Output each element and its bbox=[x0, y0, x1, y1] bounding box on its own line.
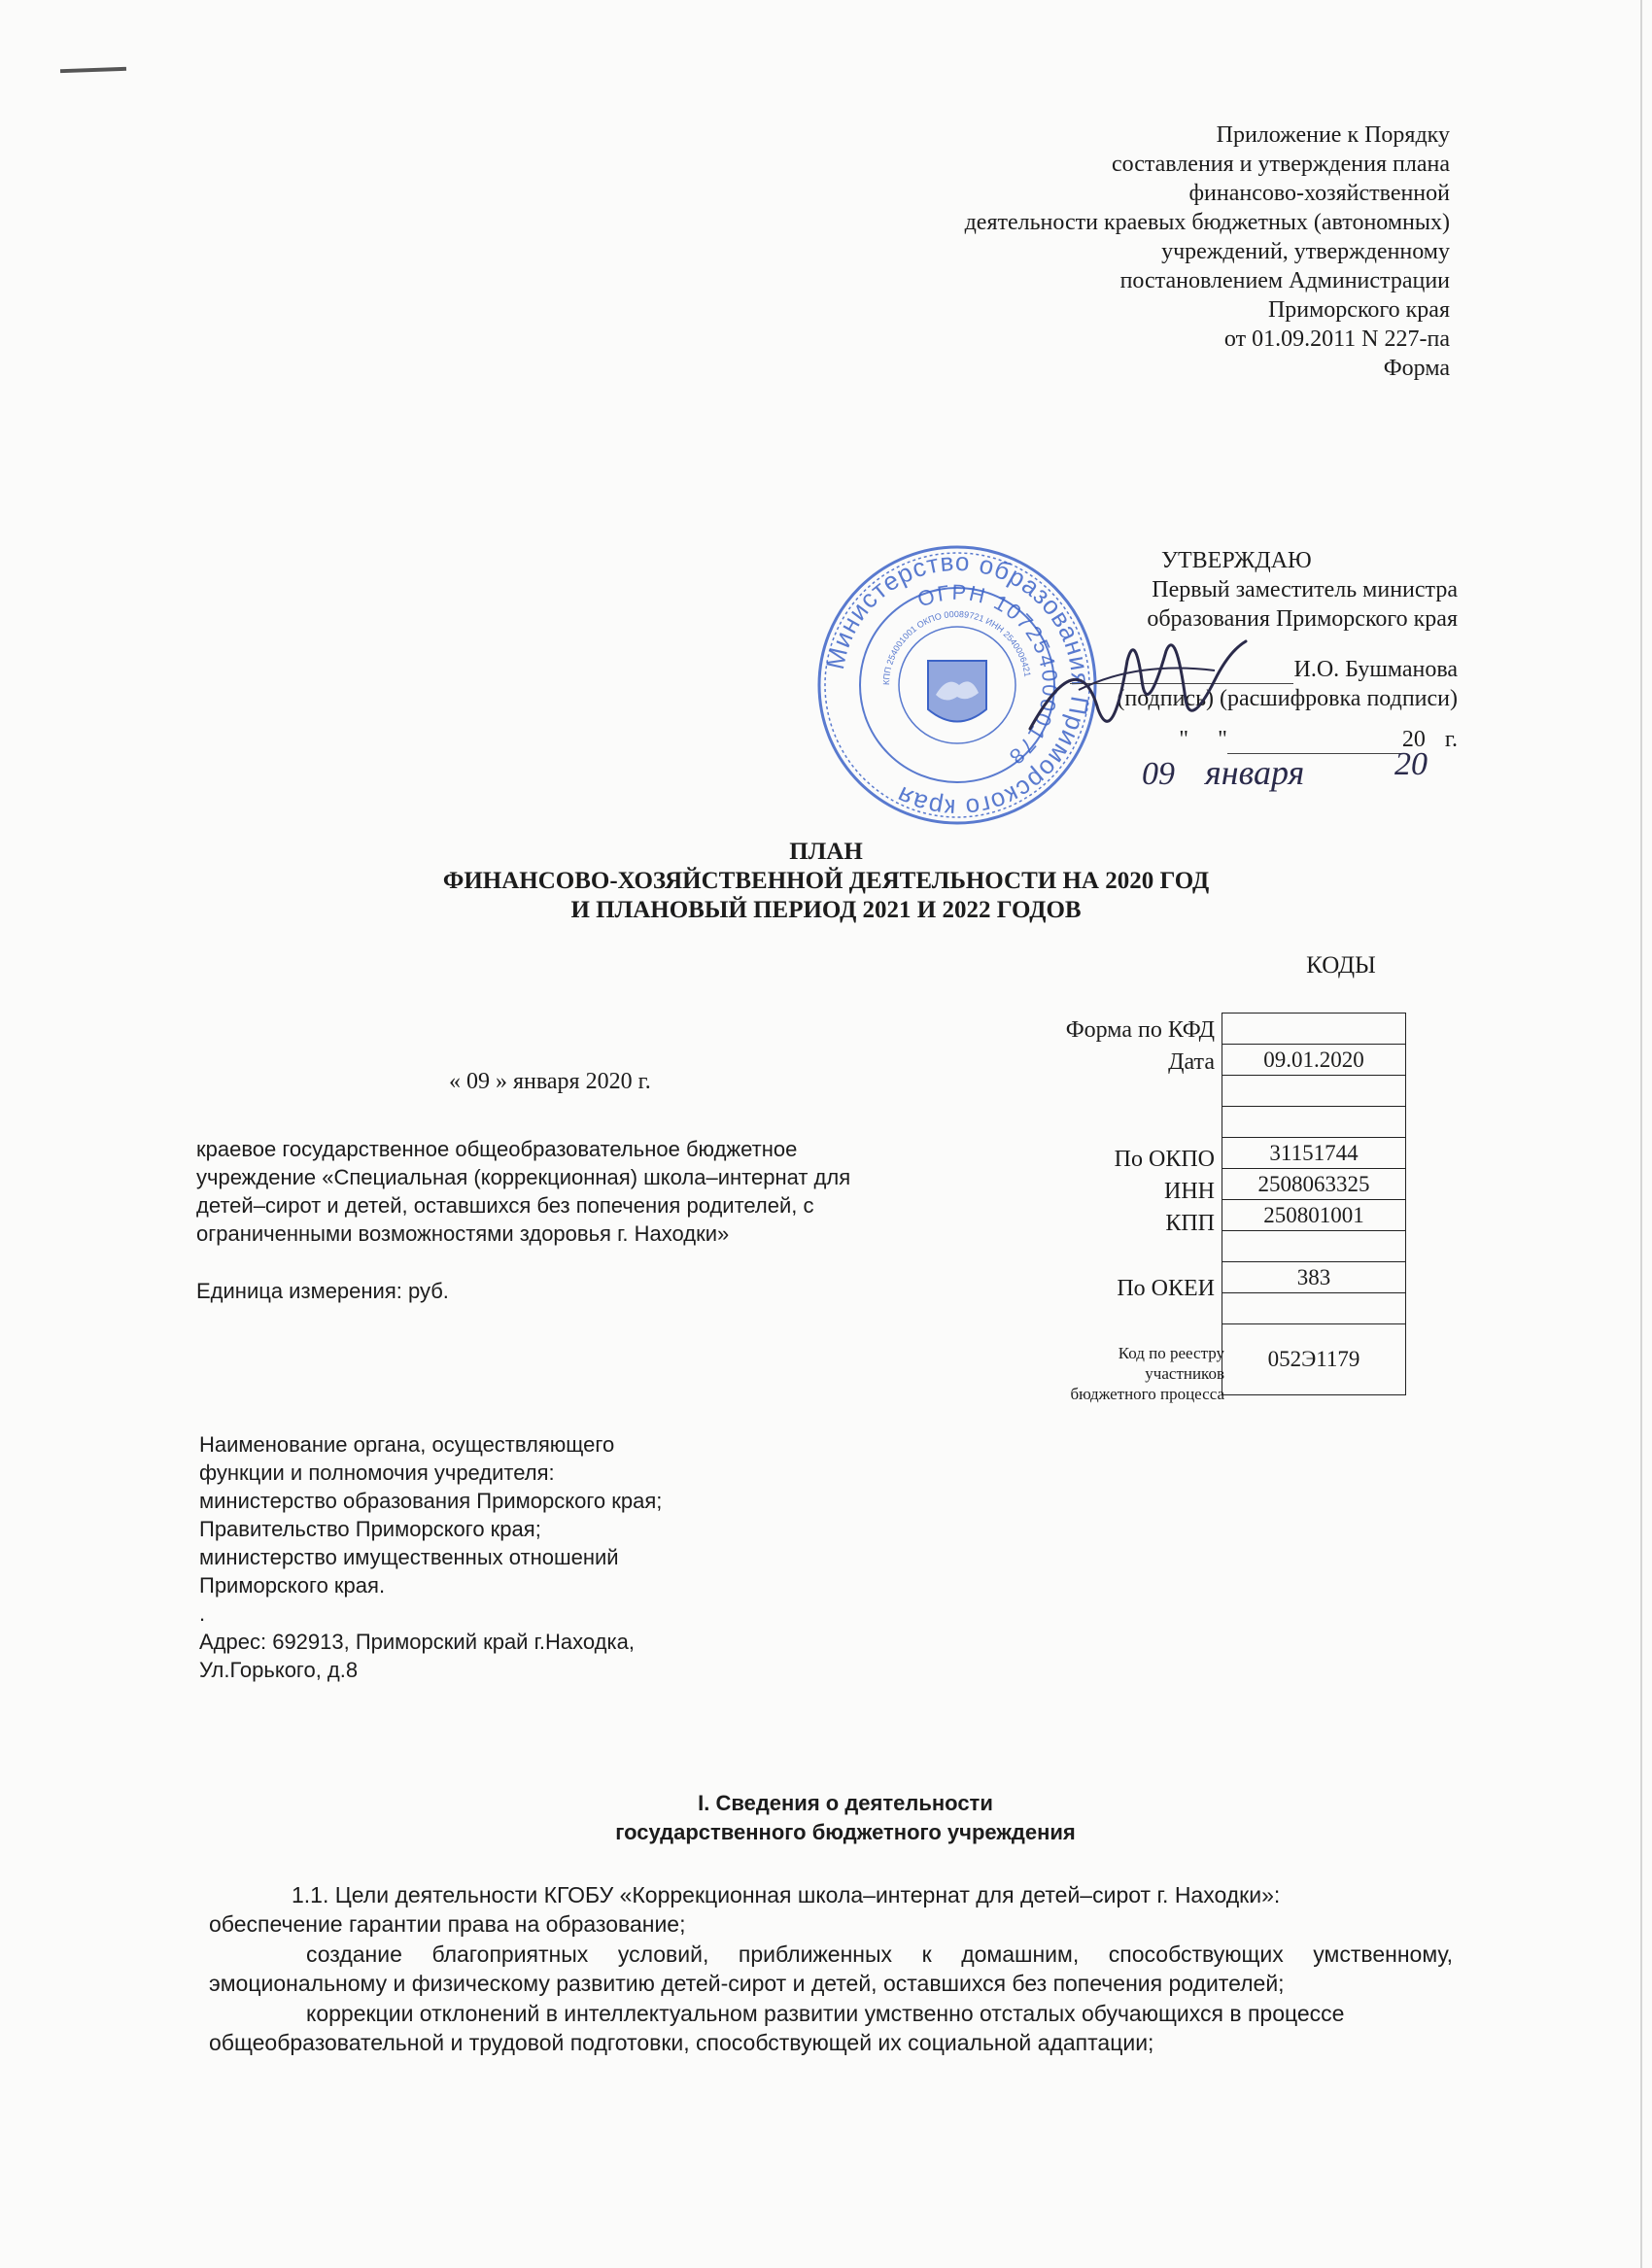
code-cell-registry: 052Э1179 bbox=[1222, 1324, 1406, 1395]
appendix-line: деятельности краевых бюджетных (автономных) bbox=[964, 210, 1450, 235]
codes-table bbox=[1222, 1013, 1406, 1395]
code-label-kpp: КПП bbox=[1165, 1211, 1215, 1236]
approval-date-quote: " bbox=[1218, 727, 1227, 752]
code-cell-okei: 383 bbox=[1222, 1262, 1406, 1293]
handwritten-day: 09 bbox=[1142, 756, 1175, 792]
founder-line: Правительство Приморского края; bbox=[199, 1517, 541, 1541]
seal-emblem-icon bbox=[928, 661, 986, 722]
code-label-okei: По ОКЕИ bbox=[1117, 1276, 1215, 1301]
approval-heading: УТВЕРЖДАЮ bbox=[1161, 548, 1312, 573]
founder-block bbox=[199, 1430, 662, 1684]
handwritten-signature bbox=[1020, 622, 1254, 748]
section-paragraph: эмоциональному и физическому развитию детей-сирот и детей, оставшихся без попечения родителей; bbox=[209, 1971, 1285, 1996]
section-paragraph: общеобразовательной и трудовой подготовки, способствующей их социальной адаптации; bbox=[209, 2030, 1154, 2055]
seal-ring-text: Министерство образования Приморского края bbox=[819, 546, 1096, 824]
approval-date-year: 20 bbox=[1401, 727, 1426, 752]
appendix-line: постановлением Администрации bbox=[1119, 268, 1450, 293]
document-date: « 09 » января 2020 г. bbox=[449, 1069, 651, 1094]
code-cell-empty bbox=[1222, 1231, 1406, 1262]
scan-mark bbox=[60, 67, 126, 73]
approval-position-line: Первый заместитель министра bbox=[1152, 577, 1458, 602]
plan-title-line: ФИНАНСОВО-ХОЗЯЙСТВЕННОЙ ДЕЯТЕЛЬНОСТИ НА 2020 ГОД bbox=[442, 868, 1210, 894]
code-label-form: Форма по КФД bbox=[1065, 1017, 1215, 1043]
section-title-line: государственного бюджетного учреждения bbox=[615, 1820, 1076, 1844]
plan-title-line: ПЛАН bbox=[789, 839, 863, 865]
approval-date-quote: " bbox=[1179, 727, 1189, 752]
appendix-line: финансово-хозяйственной bbox=[1188, 181, 1450, 206]
plan-title bbox=[292, 838, 1360, 925]
code-cell-empty bbox=[1222, 1293, 1406, 1324]
approval-signature-caption: (подпись) (расшифровка подписи) bbox=[1117, 686, 1458, 711]
institution-line: детей–сирот и детей, оставшихся без попечения родителей, с bbox=[196, 1193, 814, 1218]
institution-name bbox=[196, 1135, 850, 1305]
founder-line: министерство образования Приморского края; bbox=[199, 1489, 663, 1513]
code-cell-form bbox=[1222, 1014, 1406, 1045]
seal-small-text: КПП 254001001 ОКПО 00089721 ИНН 2540006421 bbox=[880, 608, 1033, 686]
section-paragraph: создание благоприятных условий, приближенных к домашним, способствующих умственному, bbox=[306, 1942, 1453, 1967]
appendix-block bbox=[855, 120, 1450, 383]
plan-title-line: И ПЛАНОВЫЙ ПЕРИОД 2021 И 2022 ГОДОВ bbox=[570, 897, 1082, 923]
measurement-unit: Единица измерения: руб. bbox=[196, 1279, 449, 1303]
founder-line: министерство имущественных отношений bbox=[199, 1545, 619, 1569]
section-paragraph: обеспечение гарантии права на образование; bbox=[209, 1911, 686, 1937]
section-paragraph: 1.1. Цели деятельности КГОБУ «Коррекционная школа–интернат для детей–сирот г. Находки»: bbox=[292, 1882, 1281, 1907]
code-cell-empty bbox=[1222, 1076, 1406, 1107]
section-title-line: I. Сведения о деятельности bbox=[698, 1791, 993, 1815]
code-label-okpo: По ОКПО bbox=[1114, 1147, 1215, 1172]
founder-line: . bbox=[199, 1601, 206, 1626]
handwritten-year: 20 bbox=[1394, 746, 1428, 782]
registry-label-line: Код по реестру bbox=[1118, 1344, 1224, 1362]
code-label-date: Дата bbox=[1168, 1049, 1215, 1075]
address-line: Адрес: 692913, Приморский край г.Находка, bbox=[199, 1630, 635, 1654]
code-label-registry bbox=[1011, 1343, 1224, 1404]
registry-label-line: бюджетного процесса bbox=[1070, 1385, 1224, 1403]
founder-line: Наименование органа, осуществляющего bbox=[199, 1432, 615, 1457]
address-line: Ул.Горького, д.8 bbox=[199, 1658, 359, 1682]
appendix-line: учреждений, утвержденному bbox=[1161, 239, 1450, 264]
code-cell-date: 09.01.2020 bbox=[1222, 1045, 1406, 1076]
code-cell-inn: 2508063325 bbox=[1222, 1169, 1406, 1200]
approval-date-suffix: г. bbox=[1444, 727, 1458, 752]
codes-heading: КОДЫ bbox=[1306, 952, 1376, 979]
section-title bbox=[447, 1789, 1244, 1847]
code-cell-kpp: 250801001 bbox=[1222, 1200, 1406, 1231]
appendix-line: Приморского края bbox=[1267, 297, 1450, 323]
institution-line: учреждение «Специальная (коррекционная) школа–интернат для bbox=[196, 1165, 851, 1189]
approval-position-line: образования Приморского края bbox=[1147, 606, 1458, 632]
page-edge-shadow bbox=[1640, 0, 1642, 2268]
founder-line: функции и полномочия учредителя: bbox=[199, 1460, 555, 1485]
handwritten-month: января bbox=[1205, 753, 1305, 792]
approval-signer-name: И.О. Бушманова bbox=[1293, 657, 1458, 682]
code-cell-empty bbox=[1222, 1107, 1406, 1138]
registry-label-line: участников bbox=[1145, 1364, 1224, 1383]
code-label-inn: ИНН bbox=[1164, 1179, 1215, 1204]
institution-line: краевое государственное общеобразовательное бюджетное bbox=[196, 1137, 798, 1161]
appendix-line: составления и утверждения плана bbox=[1111, 152, 1450, 177]
institution-line: ограниченными возможностями здоровья г. Находки» bbox=[196, 1221, 730, 1246]
appendix-line: Приложение к Порядку bbox=[1216, 122, 1450, 148]
founder-line: Приморского края. bbox=[199, 1573, 386, 1598]
appendix-line: от 01.09.2011 N 227-па bbox=[1223, 326, 1450, 352]
section-paragraph: коррекции отклонений в интеллектуальном развитии умственно отсталых обучающихся в процессе bbox=[306, 2001, 1345, 2026]
code-cell-okpo: 31151744 bbox=[1222, 1138, 1406, 1169]
appendix-line: Форма bbox=[1383, 356, 1450, 381]
seal-inner-text: ОГРН 1072540000178 bbox=[913, 579, 1063, 771]
handwritten-date bbox=[1132, 746, 1453, 808]
